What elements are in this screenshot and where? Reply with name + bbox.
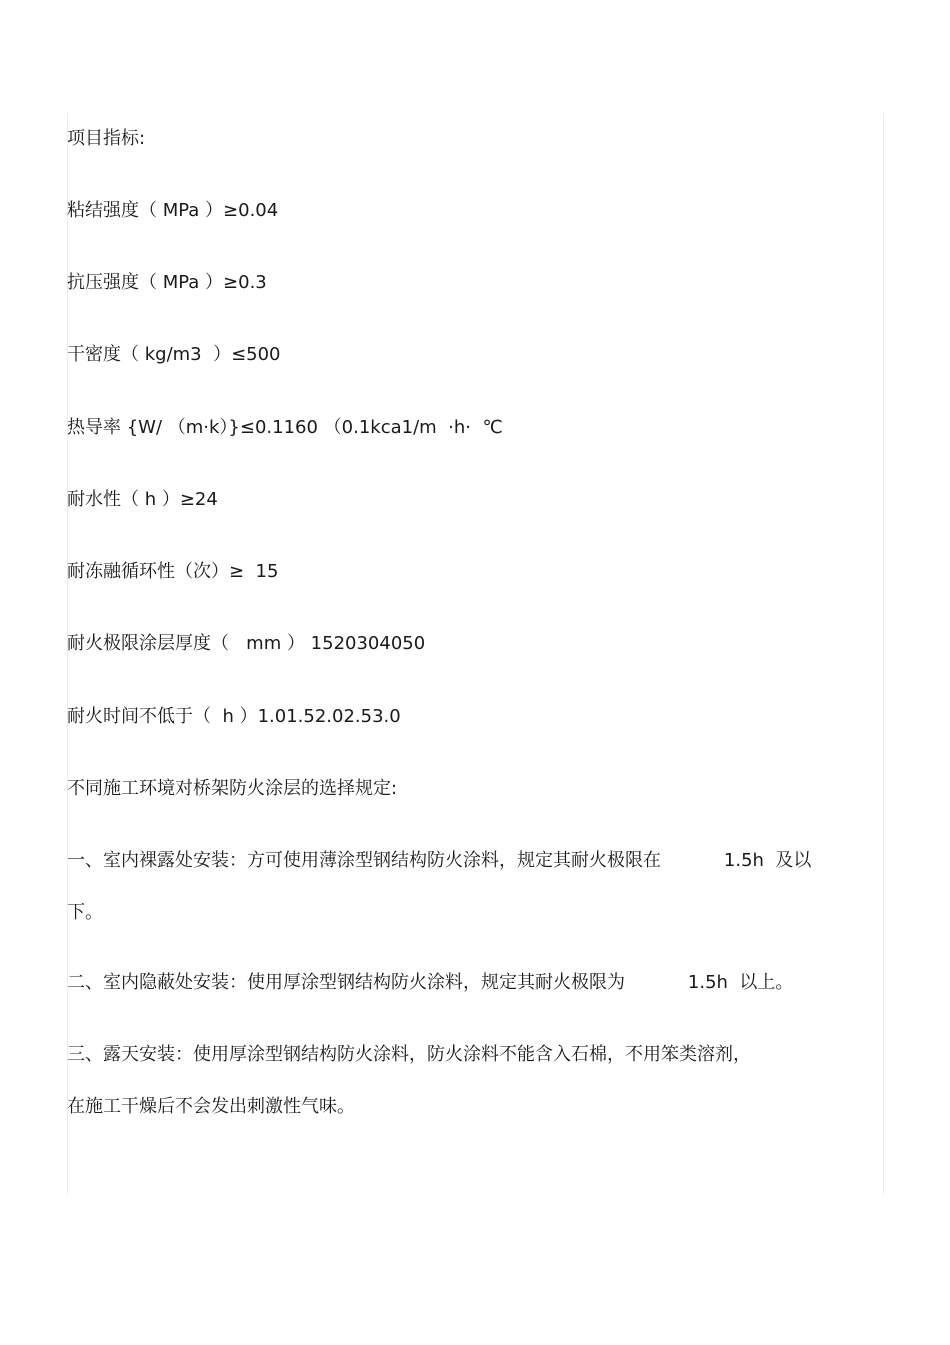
indicator-fire-duration: 耐火时间不低于（ h ）1.01.52.02.53.0 (67, 706, 401, 727)
indicator-compressive-strength: 抗压强度（ MPa ）≥0.3 (67, 272, 267, 293)
indicator-coating-thickness: 耐火极限涂层厚度（ mm ） 1520304050 (67, 633, 426, 654)
rule-3-line-1: 三、露天安装：使用厚涂型钢结构防火涂料，防火涂料不能含入石棉，不用笨类溶剂， (67, 1044, 751, 1065)
rule-1-line-2: 下。 (67, 902, 103, 923)
indicator-bond-strength: 粘结强度（ MPa ）≥0.04 (67, 200, 279, 221)
indicator-freeze-thaw: 耐冻融循环性（次）≥ 15 (67, 561, 279, 582)
rule-1-line-1: 一、室内裸露处安装：方可使用薄涂型钢结构防火涂料，规定其耐火极限在 1.5h 及以 (67, 850, 812, 871)
rules-heading: 不同施工环境对桥架防火涂层的选择规定: (67, 778, 398, 799)
indicator-thermal-conductivity: 热导率 {W/ （m·k）}≤0.1160 （0.1kca1/m ·h· ℃ (67, 417, 503, 438)
rule-3-line-2: 在施工干燥后不会发出刺激性气味。 (67, 1096, 355, 1117)
rule-2: 二、室内隐蔽处安装：使用厚涂型钢结构防火涂料，规定其耐火极限为 1.5h 以上。 (67, 972, 794, 993)
indicators-heading: 项目指标: (67, 128, 146, 149)
indicator-dry-density: 干密度（ kg/m3 ）≤500 (67, 344, 281, 365)
indicator-water-resistance: 耐水性（ h ）≥24 (67, 489, 218, 510)
